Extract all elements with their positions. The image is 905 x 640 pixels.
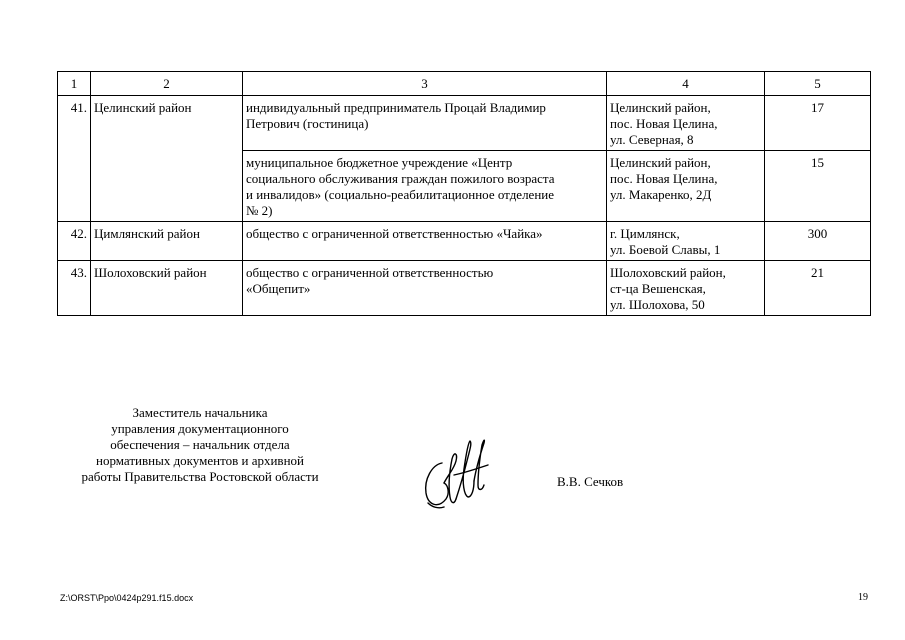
- signatory-name: В.В. Сечков: [557, 474, 624, 489]
- header-cell: 3: [243, 72, 607, 96]
- address-line: ул. Шолохова, 50: [610, 297, 705, 312]
- row-number: 42.: [58, 222, 91, 261]
- row-number: 43.: [58, 261, 91, 316]
- signatory-title-line: управления документационного: [111, 421, 289, 436]
- organization-cell: [243, 222, 607, 261]
- address-cell: [607, 151, 765, 222]
- organization-line: и инвалидов» (социально-реабилитационное отделение: [246, 187, 555, 202]
- header-cell: 4: [607, 72, 765, 96]
- address-cell: [607, 261, 765, 316]
- header-cell: 2: [91, 72, 243, 96]
- page-number: 19: [858, 592, 868, 603]
- address-line: Целинский район,: [610, 100, 711, 115]
- signatory-title-line: обеспечения – начальник отдела: [110, 437, 290, 452]
- quantity-cell: 17: [765, 96, 871, 151]
- organization-line: Петрович (гостиница): [246, 116, 369, 131]
- address-line: Шолоховский район,: [610, 265, 726, 280]
- organization-line: «Общепит»: [246, 281, 311, 296]
- address-line: пос. Новая Целина,: [610, 171, 718, 186]
- handwritten-signature: [418, 435, 496, 515]
- signatory-title: [60, 405, 340, 485]
- address-cell: [607, 222, 765, 261]
- address-line: ст-ца Вешенская,: [610, 281, 706, 296]
- table-row: [58, 222, 871, 261]
- address-line: ул. Макаренко, 2Д: [610, 187, 712, 202]
- organization-cell: [243, 151, 607, 222]
- organization-line: общество с ограниченной ответственностью: [246, 265, 494, 280]
- organization-line: индивидуальный предприниматель Процай Владимир: [246, 100, 546, 115]
- address-line: ул. Северная, 8: [610, 132, 694, 147]
- signatory-title-line: работы Правительства Ростовской области: [81, 469, 319, 484]
- data-table: [57, 71, 871, 316]
- quantity-cell: 21: [765, 261, 871, 316]
- address-line: г. Цимлянск,: [610, 226, 680, 241]
- district-cell: Цимлянский район: [91, 222, 243, 261]
- signatory-title-line: Заместитель начальника: [132, 405, 268, 420]
- organization-line: социального обслуживания граждан пожилого возраста: [246, 171, 555, 186]
- signatory-title-line: нормативных документов и архивной: [96, 453, 304, 468]
- header-cell: 1: [58, 72, 91, 96]
- address-line: ул. Боевой Славы, 1: [610, 242, 721, 257]
- table-header-row: [58, 72, 871, 96]
- table-row: [58, 261, 871, 316]
- address-line: Целинский район,: [610, 155, 711, 170]
- quantity-cell: 300: [765, 222, 871, 261]
- table-row: [58, 96, 871, 151]
- footer-file-path: Z:\ORST\Ppo\0424p291.f15.docx: [60, 593, 194, 603]
- organization-line: общество с ограниченной ответственностью «Чайка»: [246, 226, 543, 241]
- district-cell: Шолоховский район: [91, 261, 243, 316]
- organization-line: муниципальное бюджетное учреждение «Центр: [246, 155, 513, 170]
- header-cell: 5: [765, 72, 871, 96]
- organization-cell: [243, 261, 607, 316]
- district-cell: Целинский район: [91, 96, 243, 222]
- address-line: пос. Новая Целина,: [610, 116, 718, 131]
- organization-line: № 2): [246, 203, 273, 218]
- quantity-cell: 15: [765, 151, 871, 222]
- address-cell: [607, 96, 765, 151]
- organization-cell: [243, 96, 607, 151]
- row-number: 41.: [58, 96, 91, 222]
